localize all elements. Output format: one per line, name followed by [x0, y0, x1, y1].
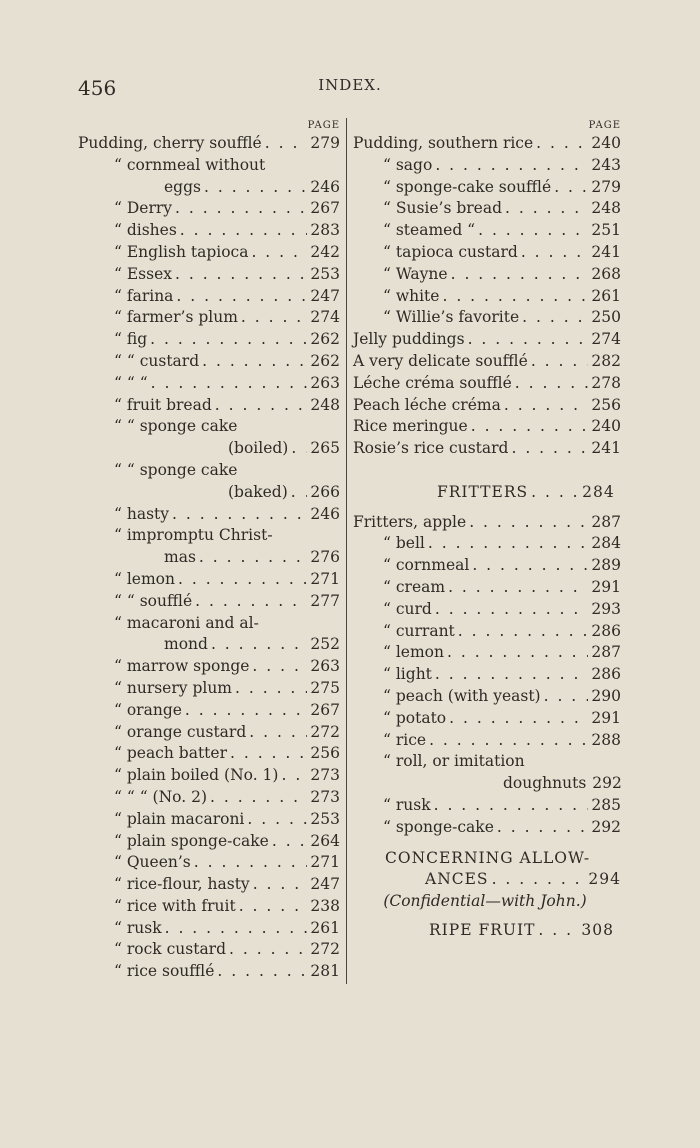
entry-text: “ peach batter	[114, 744, 227, 763]
index-entry	[78, 547, 340, 569]
entry-page: 267	[310, 700, 340, 719]
column-divider	[346, 118, 347, 984]
running-head: INDEX.	[318, 76, 382, 94]
index-entry	[353, 198, 621, 220]
concerning-heading-text: ANCES	[425, 869, 489, 888]
ripe-fruit-page: 308	[581, 921, 615, 940]
entry-page: 274	[591, 330, 621, 349]
entry-text: “ rice	[383, 730, 427, 749]
entry-page: 285	[591, 795, 621, 814]
entry-text: “ cream	[383, 577, 446, 596]
entry-text: “ “ custard	[114, 351, 200, 370]
entry-text: “ “ sponge cake	[114, 460, 238, 479]
entry-page: 263	[310, 373, 340, 392]
entry-text: “ plain macaroni	[114, 809, 245, 828]
index-entry	[78, 525, 340, 547]
index-column-left	[78, 118, 340, 983]
entry-text: (boiled)	[228, 439, 289, 458]
index-entry	[78, 634, 340, 656]
entry-text: (baked)	[228, 482, 288, 501]
entry-page: 248	[591, 199, 621, 218]
entry-page: 271	[310, 853, 340, 872]
entry-text: “ bell	[383, 534, 425, 553]
entry-page: 251	[591, 221, 621, 240]
index-entry	[78, 569, 340, 591]
entry-text: “ Derry	[114, 199, 173, 218]
index-entry	[78, 242, 340, 264]
index-entry	[353, 686, 621, 708]
entry-text: “ nursery plum	[114, 678, 233, 697]
fritters-heading	[353, 482, 621, 504]
index-entry	[353, 512, 621, 534]
entry-page: 246	[310, 504, 340, 523]
index-entry	[78, 809, 340, 831]
entry-page: 284	[591, 534, 621, 553]
index-entry	[78, 504, 340, 526]
index-entry	[78, 220, 340, 242]
index-entry	[78, 831, 340, 853]
index-entry	[353, 416, 621, 438]
entry-text: eggs	[164, 177, 201, 196]
index-entry	[353, 329, 621, 351]
entry-text: “ potato	[383, 708, 447, 727]
entry-page: 266	[310, 482, 340, 501]
entry-text: “ sponge-cake soufflé	[383, 177, 552, 196]
index-entry	[353, 817, 621, 839]
entry-page: 263	[310, 657, 340, 676]
entry-text: “ Susie’s bread	[383, 199, 503, 218]
page-column-label: PAGE	[307, 120, 340, 131]
entry-text: “ roll, or imitation	[383, 752, 525, 771]
index-entry	[78, 177, 340, 199]
index-entry	[353, 264, 621, 286]
entry-text: “ peach (with yeast)	[383, 686, 541, 705]
index-entry	[78, 351, 340, 373]
entry-text: “ “ “	[114, 373, 148, 392]
page-column-label: PAGE	[588, 120, 621, 131]
entry-text: “ farina	[114, 286, 174, 305]
entry-page: 250	[591, 308, 621, 327]
entry-page: 286	[591, 665, 621, 684]
entry-page: 271	[310, 569, 340, 588]
entry-page: 282	[591, 351, 621, 370]
entry-text: “ lemon	[114, 569, 175, 588]
entry-text: “ Essex	[114, 264, 172, 283]
entry-page: 252	[310, 635, 340, 654]
entry-text: “ tapioca custard	[383, 242, 518, 261]
entry-text: “ plain boiled (No. 1)	[114, 766, 279, 785]
entry-text: “ orange custard	[114, 722, 247, 741]
entry-text: Léche créma soufflé	[353, 373, 512, 392]
entry-page: 273	[310, 787, 340, 806]
entry-page: 278	[591, 373, 621, 392]
index-entry	[353, 133, 621, 155]
index-entry	[353, 664, 621, 686]
index-entry	[353, 555, 621, 577]
concerning-allowances-heading-cont	[353, 869, 621, 891]
entry-page: 240	[591, 417, 621, 436]
index-entry	[78, 896, 340, 918]
entry-page: 238	[310, 896, 340, 915]
entry-text: Fritters, apple	[353, 512, 467, 531]
entry-text: mond	[164, 635, 208, 654]
entry-page: 275	[310, 678, 340, 697]
index-entry	[78, 765, 340, 787]
index-entry	[78, 722, 340, 744]
index-entry	[78, 198, 340, 220]
index-entry	[353, 351, 621, 373]
entry-page: 292	[591, 817, 621, 836]
entry-page: 253	[310, 809, 340, 828]
index-entry	[78, 482, 340, 504]
entry-text: “ rusk	[383, 795, 431, 814]
entry-text: A very delicate soufflé	[353, 351, 528, 370]
entry-page: 256	[591, 395, 621, 414]
index-entry	[78, 918, 340, 940]
entry-page: 287	[591, 643, 621, 662]
entry-page: 279	[310, 134, 340, 152]
entry-text: “ rock custard	[114, 940, 227, 959]
index-entry	[353, 155, 621, 177]
page-number: 456	[78, 76, 117, 100]
entry-page: 279	[591, 177, 621, 196]
entry-page: 291	[591, 577, 621, 596]
index-entry	[78, 613, 340, 635]
index-entry	[78, 133, 340, 155]
entry-text: Peach léche créma	[353, 395, 501, 414]
index-entry	[78, 264, 340, 286]
entry-text: “ rice with fruit	[114, 896, 236, 915]
entry-page: 248	[310, 395, 340, 414]
index-entry	[353, 708, 621, 730]
entry-page: 262	[310, 330, 340, 349]
entry-page: 241	[591, 242, 621, 261]
index-entry	[78, 591, 340, 613]
entry-text: “ “ “ (No. 2)	[114, 787, 207, 806]
entry-page: 268	[591, 264, 621, 283]
entry-text: “ cornmeal without	[114, 155, 266, 174]
entry-text: Pudding, southern rice	[353, 134, 534, 152]
index-entry	[353, 642, 621, 664]
entry-text: “ steamed “	[383, 221, 476, 240]
entry-text: “ Willie’s favorite	[383, 308, 520, 327]
entry-text: “ rice soufflé	[114, 962, 215, 981]
entry-text: “ lemon	[383, 643, 444, 662]
index-entry	[353, 395, 621, 417]
entry-page: 276	[310, 548, 340, 567]
entry-text: “ English tapioca	[114, 242, 249, 261]
index-entry	[353, 621, 621, 643]
index-entry	[78, 787, 340, 809]
entry-page: 256	[310, 744, 340, 763]
ripe-fruit-text: RIPE FRUIT	[429, 921, 536, 940]
left-entry-list	[78, 133, 340, 983]
index-entry	[78, 874, 340, 896]
index-entry	[353, 438, 621, 460]
entry-page: 253	[310, 264, 340, 283]
entry-page: 246	[310, 177, 340, 196]
entry-text: Rice meringue	[353, 417, 468, 436]
entry-text: “ orange	[114, 700, 182, 719]
index-entry	[353, 373, 621, 395]
index-entry	[78, 329, 340, 351]
entry-page: 265	[310, 439, 340, 458]
entry-page: 267	[310, 199, 340, 218]
entry-page: 283	[310, 221, 340, 240]
entry-text: “ marrow sponge	[114, 657, 250, 676]
index-entry	[78, 395, 340, 417]
entry-page: 241	[591, 439, 621, 458]
entry-page: 277	[310, 591, 340, 610]
index-entry	[353, 730, 621, 752]
entry-page: 281	[310, 962, 340, 981]
entry-text: “ hasty	[114, 504, 170, 523]
entry-page: 286	[591, 621, 621, 640]
entry-text: “ farmer’s plum	[114, 308, 238, 327]
entry-page: 240	[591, 134, 621, 152]
entry-text: “ fruit bread	[114, 395, 212, 414]
entry-text: mas	[164, 548, 196, 567]
entry-text: “ rusk	[114, 918, 162, 937]
index-entry	[353, 773, 621, 795]
index-entry	[353, 577, 621, 599]
index-entry	[78, 460, 340, 482]
entry-page: 261	[310, 918, 340, 937]
index-column-right	[353, 118, 621, 942]
entry-page: 261	[591, 286, 621, 305]
index-entry	[78, 700, 340, 722]
entry-text: “ cornmeal	[383, 556, 470, 575]
pudding-entry-list	[353, 133, 621, 460]
ripe-fruit-heading	[353, 920, 621, 942]
entry-page: 272	[310, 940, 340, 959]
index-entry	[78, 307, 340, 329]
index-entry	[353, 751, 621, 773]
entry-text: Jelly puddings	[353, 330, 465, 349]
entry-text: “ “ sponge cake	[114, 417, 238, 436]
entry-page: 273	[310, 766, 340, 785]
index-entry	[353, 533, 621, 555]
entry-text: Rosie’s rice custard	[353, 439, 509, 458]
index-entry	[353, 286, 621, 308]
fritters-heading-page: 284	[582, 482, 615, 501]
index-entry	[78, 743, 340, 765]
index-entry	[353, 242, 621, 264]
index-entry	[78, 286, 340, 308]
entry-text: “ macaroni and al-	[114, 613, 259, 632]
entry-text: doughnuts	[503, 774, 587, 793]
entry-page: 247	[310, 875, 340, 894]
index-entry	[78, 373, 340, 395]
entry-text: “ sponge-cake	[383, 817, 494, 836]
entry-text: “ currant	[383, 621, 455, 640]
index-entry	[78, 678, 340, 700]
fritters-heading-text: FRITTERS	[437, 482, 529, 501]
entry-page: 292	[592, 774, 622, 793]
index-entry	[78, 852, 340, 874]
entry-page: 247	[310, 286, 340, 305]
entry-text: “ light	[383, 665, 432, 684]
entry-text: “ curd	[383, 599, 432, 618]
index-entry	[78, 416, 340, 438]
concerning-heading-page: 294	[588, 869, 621, 888]
entry-text: “ Queen’s	[114, 853, 191, 872]
entry-page: 243	[591, 155, 621, 174]
index-entry	[78, 438, 340, 460]
entry-page: 290	[591, 686, 621, 705]
index-entry	[78, 656, 340, 678]
index-entry	[353, 220, 621, 242]
entry-text: “ fig	[114, 330, 148, 349]
entry-page: 272	[310, 722, 340, 741]
index-entry	[353, 177, 621, 199]
entry-text: “ dishes	[114, 221, 177, 240]
index-entry	[353, 599, 621, 621]
entry-text: “ “ soufflé	[114, 591, 193, 610]
entry-page: 264	[310, 831, 340, 850]
entry-page: 289	[591, 556, 621, 575]
concerning-allowances-heading: CONCERNING ALLOW-	[385, 848, 591, 867]
index-entry	[78, 155, 340, 177]
confidential-note: (Confidential—with John.)	[383, 892, 587, 911]
entry-text: “ impromptu Christ-	[114, 526, 273, 545]
entry-page: 287	[591, 512, 621, 531]
index-entry	[353, 795, 621, 817]
entry-page: 262	[310, 351, 340, 370]
entry-text: Pudding, cherry soufflé	[78, 134, 262, 152]
entry-page: 274	[310, 308, 340, 327]
index-entry	[78, 939, 340, 961]
entry-text: “ rice-flour, hasty	[114, 875, 250, 894]
entry-page: 291	[591, 708, 621, 727]
entry-page: 293	[591, 599, 621, 618]
entry-page: 288	[591, 730, 621, 749]
index-entry	[353, 307, 621, 329]
entry-text: “ plain sponge-cake	[114, 831, 269, 850]
entry-page: 242	[310, 242, 340, 261]
entry-text: “ Wayne	[383, 264, 448, 283]
index-entry	[78, 961, 340, 983]
fritters-entry-list	[353, 512, 621, 839]
entry-text: “ white	[383, 286, 440, 305]
entry-text: “ sago	[383, 155, 433, 174]
